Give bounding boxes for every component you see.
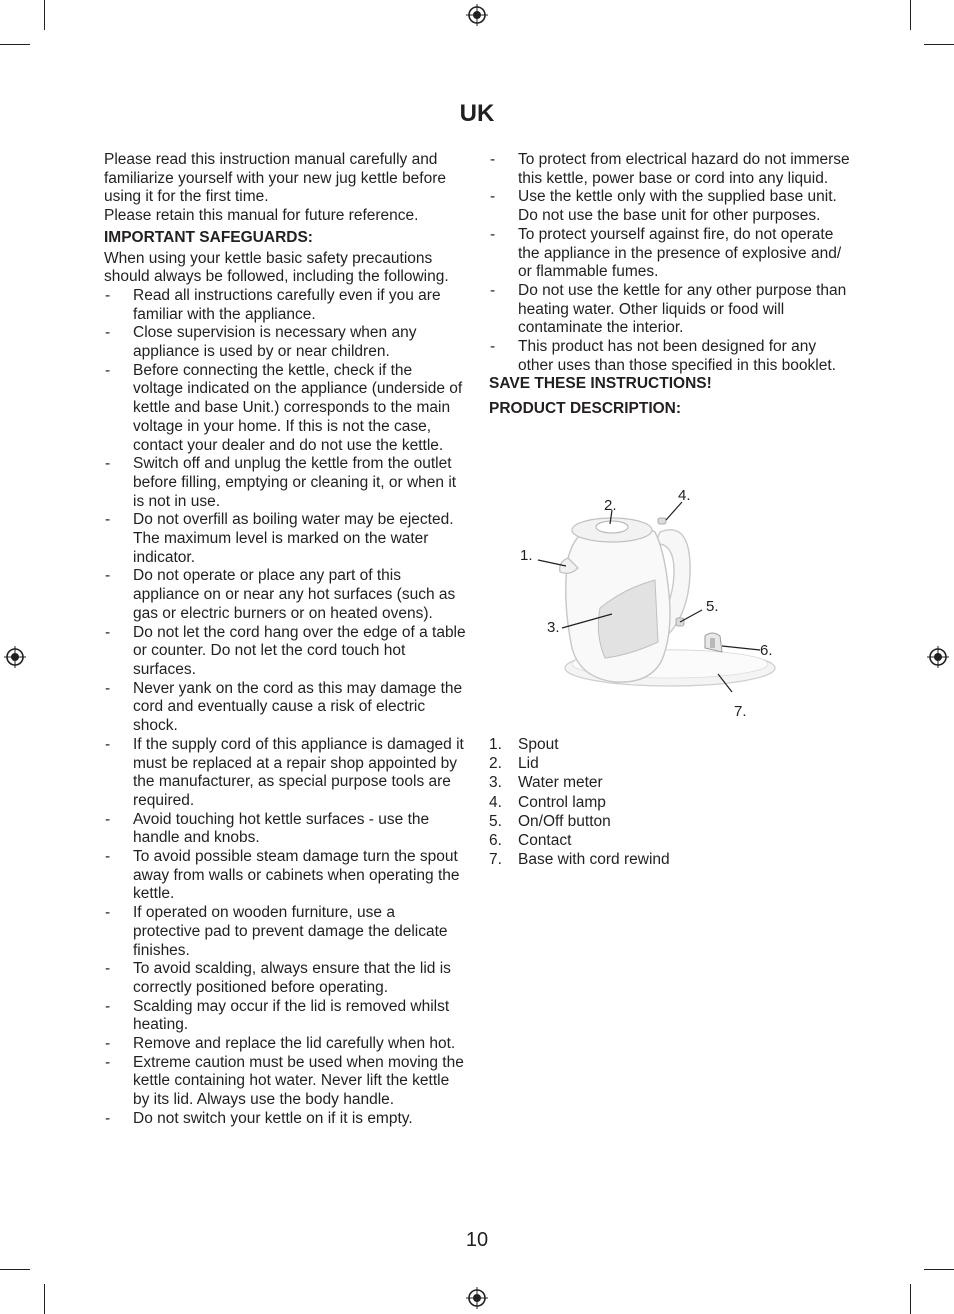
- list-item: - Avoid touching hot kettle surfaces - use the handle and knobs.: [104, 811, 466, 848]
- crop-mark: [44, 1284, 45, 1314]
- list-item: - Do not operate or place any part of this appliance on or near any hot surfaces (such as gas or electric burners or on heated ovens).: [104, 567, 466, 623]
- part-name: Water meter: [518, 774, 603, 792]
- left-column: [104, 151, 466, 1129]
- registration-mark-icon: [4, 646, 26, 668]
- part-number: 5.: [489, 812, 502, 830]
- list-item: - Read all instructions carefully even if you are familiar with the appliance.: [104, 287, 466, 324]
- part-name: Lid: [518, 755, 539, 773]
- crop-mark: [0, 1269, 30, 1270]
- part-number: 4.: [489, 793, 502, 811]
- crop-mark: [924, 44, 954, 45]
- crop-mark: [910, 1284, 911, 1314]
- list-item: - Do not use the kettle for any other purpose than heating water. Other liquids or food will contaminate the interior.: [489, 282, 855, 338]
- page-title: UK: [459, 100, 495, 127]
- callout-label: 7.: [734, 703, 747, 720]
- list-item: - To avoid possible steam damage turn the spout away from walls or cabinets when operating the kettle.: [104, 848, 466, 904]
- list-item: - This product has not been designed for any other uses than those specified in this booklet.: [489, 338, 855, 375]
- part-number: 6.: [489, 832, 502, 850]
- registration-mark-icon: [466, 4, 488, 26]
- list-item: [489, 773, 855, 792]
- parts-list-container: [489, 735, 855, 869]
- control-lamp: [658, 518, 666, 524]
- part-name: On/Off button: [518, 812, 611, 830]
- part-number: 1.: [489, 736, 502, 753]
- list-item: [489, 754, 855, 773]
- list-item: - Use the kettle only with the supplied base unit. Do not use the base unit for other purposes.: [489, 188, 855, 225]
- list-item: - If the supply cord of this appliance is damaged it must be replaced at a repair shop appointed by the manufacturer, as special purpose tools are required.: [104, 736, 466, 811]
- list-item: - To protect yourself against fire, do not operate the appliance in the presence of explosive and/ or flammable fumes.: [489, 226, 855, 282]
- page-number: 10: [465, 1229, 489, 1251]
- safeguards-list-continued: [489, 151, 855, 375]
- list-item: [489, 831, 855, 850]
- callout-label: 1.: [520, 547, 533, 564]
- part-name: Contact: [518, 832, 572, 850]
- crop-mark: [924, 1269, 954, 1270]
- part-name: Control lamp: [518, 793, 606, 811]
- callout-label: 5.: [706, 598, 719, 615]
- list-item: - Do not overfill as boiling water may be ejected. The maximum level is marked on the water indicator.: [104, 511, 466, 567]
- list-item: [489, 735, 855, 754]
- part-number: 7.: [489, 851, 502, 869]
- callout-label: 6.: [760, 642, 773, 659]
- crop-mark: [44, 0, 45, 30]
- list-item: - Before connecting the kettle, check if the voltage indicated on the appliance (underside of kettle and base Unit.) corresponds to the main voltage in your home. If this is not the case, contact your dealer and do not use the kettle.: [104, 362, 466, 456]
- kettle-illustration: [500, 480, 800, 730]
- intro-paragraph: Please read this instruction manual carefully and familiarize yourself with your new jug kettle before using it for the first time.: [104, 151, 447, 206]
- list-item: [489, 812, 855, 831]
- callout-label: 4.: [678, 487, 691, 504]
- part-name: Base with cord rewind: [518, 851, 670, 869]
- registration-mark-icon: [927, 646, 949, 668]
- list-item: - Do not switch your kettle on if it is empty.: [104, 1110, 466, 1129]
- list-item: [489, 850, 855, 869]
- list-item: - Never yank on the cord as this may damage the cord and eventually cause a risk of electric shock.: [104, 680, 466, 736]
- list-item: - Extreme caution must be used when moving the kettle containing hot water. Never lift the kettle by its lid. Always use the body handle.: [104, 1054, 466, 1110]
- list-item: - To protect from electrical hazard do not immerse this kettle, power base or cord into any liquid.: [489, 151, 855, 188]
- list-item: - Switch off and unplug the kettle from the outlet before filling, emptying or cleaning it, or when it is not in use.: [104, 455, 466, 511]
- safeguards-intro: When using your kettle basic safety precautions should always be followed, including the following.: [104, 249, 449, 286]
- list-item: [489, 793, 855, 812]
- safeguards-heading: IMPORTANT SAFEGUARDS:: [104, 228, 313, 246]
- callout-label: 2.: [604, 497, 617, 514]
- crop-mark: [0, 44, 30, 45]
- list-item: - Remove and replace the lid carefully when hot.: [104, 1035, 466, 1054]
- right-column: [489, 151, 855, 419]
- list-item: - Scalding may occur if the lid is removed whilst heating.: [104, 998, 466, 1035]
- part-number: 2.: [489, 755, 502, 773]
- list-item: - If operated on wooden furniture, use a protective pad to prevent damage the delicate finishes.: [104, 904, 466, 960]
- part-number: 3.: [489, 774, 502, 792]
- part-name: Spout: [518, 736, 559, 753]
- product-description-heading: PRODUCT DESCRIPTION:: [489, 400, 682, 418]
- list-item: - Do not let the cord hang over the edge of a table or counter. Do not let the cord touch hot surfaces.: [104, 624, 466, 680]
- registration-mark-icon: [466, 1287, 488, 1309]
- list-item: - To avoid scalding, always ensure that the lid is correctly positioned before operating.: [104, 960, 466, 997]
- list-item: - Close supervision is necessary when any appliance is used by or near children.: [104, 324, 466, 361]
- save-instructions-heading: SAVE THESE INSTRUCTIONS!: [489, 375, 712, 393]
- crop-mark: [910, 0, 911, 30]
- parts-list: [489, 735, 855, 869]
- safeguards-list: [104, 287, 466, 1129]
- callout-label: 3.: [547, 619, 560, 636]
- intro-paragraph: Please retain this manual for future reference.: [104, 207, 419, 225]
